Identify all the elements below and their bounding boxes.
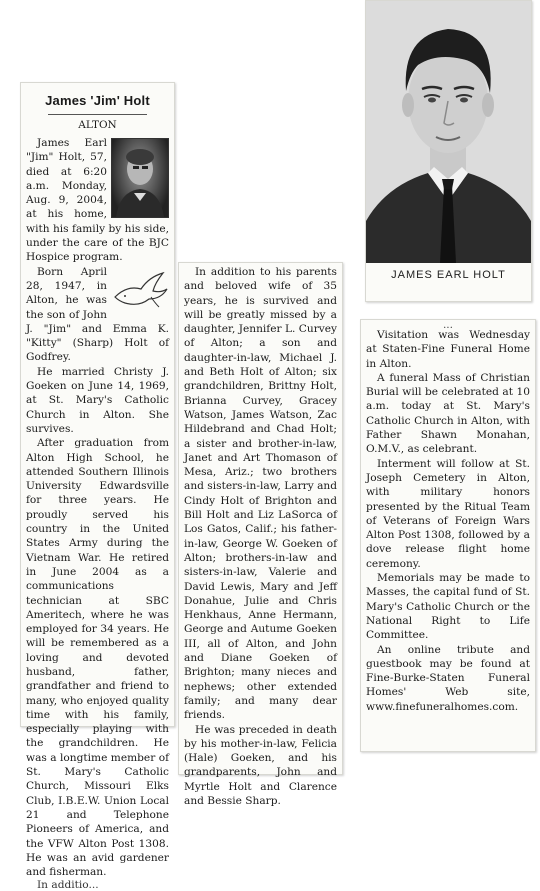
obituary-career: After graduation from Alton High School, he attended Southern Illinois University Edwardsville for three years. He proudly served his country in the United States Army during the Vietnam War. He retired in June 2004 as a communications technician at SBC Ameritech, where he was employed for 34 years. He will be remembered as a loving and devoted husband, father, grandfather and friend to many, who enjoyed quality time with his family, especially playing with the grandchildren. He was a longtime member of St. Mary's Catholic Church, Missouri Elks Club, I.B.E.W. Union Local 21 and Telephone Pioneers of America, and the VFW Alton Post 1308. He was an avid gardener and fisherman. bbox=[26, 437, 169, 879]
photo-caption: JAMES EARL HOLT bbox=[391, 269, 506, 281]
obituary-visitation: Visitation was Wednesday at Staten-Fine Funeral Home in Alton. bbox=[366, 329, 530, 370]
cut-off-text: In additio... bbox=[37, 879, 99, 891]
yearbook-photo bbox=[366, 1, 531, 263]
headline-rule bbox=[48, 114, 147, 115]
cut-off-text-top: ... bbox=[442, 319, 454, 331]
obituary-headline: James 'Jim' Holt bbox=[45, 93, 150, 108]
obituary-interment: Interment will follow at St. Joseph Cemetery in Alton, with military honors presented by the Ritual Team of Veterans of Foreign Wars Alton Post 1308, followed by a dove release flight home ceremony. bbox=[366, 457, 530, 570]
dove-icon bbox=[111, 267, 169, 311]
yearbook-photo-clipping bbox=[365, 0, 532, 302]
obituary-intro: James Earl "Jim" Holt, 57, died at 6:20 a.m. Monday, Aug. 9, 2004, at his home, with his family by his side, under the care of the BJC Hospice program. bbox=[26, 137, 169, 264]
obituary-column-3 bbox=[360, 319, 536, 752]
obituary-preceded: He was preceded in death by his mother-in-law, Felicia (Hale) Goeken, and his grandparents, John and Myrtle Holt and Clarence and Bessie Sharp. bbox=[184, 723, 337, 807]
obituary-survivors: In addition to his parents and beloved wife of 35 years, he is survived and will be greatly missed by a daughter, Jennifer L. Curvey of Alton; a son and daughter-in-law, Michael J. and Beth Holt of Alton; six grandchildren, Brittny Holt, Brianna Curvey, Gracey Watson, James Watson, Zac Hildebrand and Chad Holt; a sister and brother-in-law, Janet and Art Thomason of Mesa, Ariz.; two brothers and sisters-in-law, Larry and Cindy Holt of Brighton and Bill Holt and Liz LaSorca of Los Gatos, Calif.; his father-in-law, George W. Goeken of Alton; brothers-in-law and sisters-in-law, Valerie and David Lewis, Mary and Jeff Donahue, Julie and Chris Henkhaus, Anne Hermann, George and Autume Goeken III, all of Alton, and John and Diane Goeken of Brighton; many nieces and nephews; other extended family; and many dear friends. bbox=[184, 266, 337, 722]
obituary-mass: A funeral Mass of Christian Burial will be celebrated at 10 a.m. today at St. Mary's Catholic Church in Alton, with Father Shawn Monahan, O.M.V., as celebrant. bbox=[366, 371, 530, 456]
obituary-column-2 bbox=[178, 262, 343, 807]
obituary-column-1 bbox=[20, 82, 175, 891]
obituary-location: ALTON bbox=[78, 119, 117, 131]
obituary-birth: Born April 28, 1947, in Alton, he was the son of John J. "Jim" and Emma K. "Kitty" (Sharp) Holt of Godfrey. bbox=[26, 265, 169, 364]
young-man-portrait-icon bbox=[366, 1, 531, 263]
obituary-marriage: He married Christy J. Goeken on June 14, 1969, at St. Mary's Catholic Church in Alton. She survives. bbox=[26, 365, 169, 435]
portrait-photo-small bbox=[111, 138, 169, 218]
portrait-figure-icon bbox=[112, 139, 168, 217]
obituary-memorials: Memorials may be made to Masses, the capital fund of St. Mary's Catholic Church or the National Right to Life Committee. bbox=[366, 572, 530, 642]
obituary-online: An online tribute and guestbook may be found at Fine-Burke-Staten Funeral Homes' Web site, www.finefuneralhomes.com. bbox=[366, 643, 530, 713]
